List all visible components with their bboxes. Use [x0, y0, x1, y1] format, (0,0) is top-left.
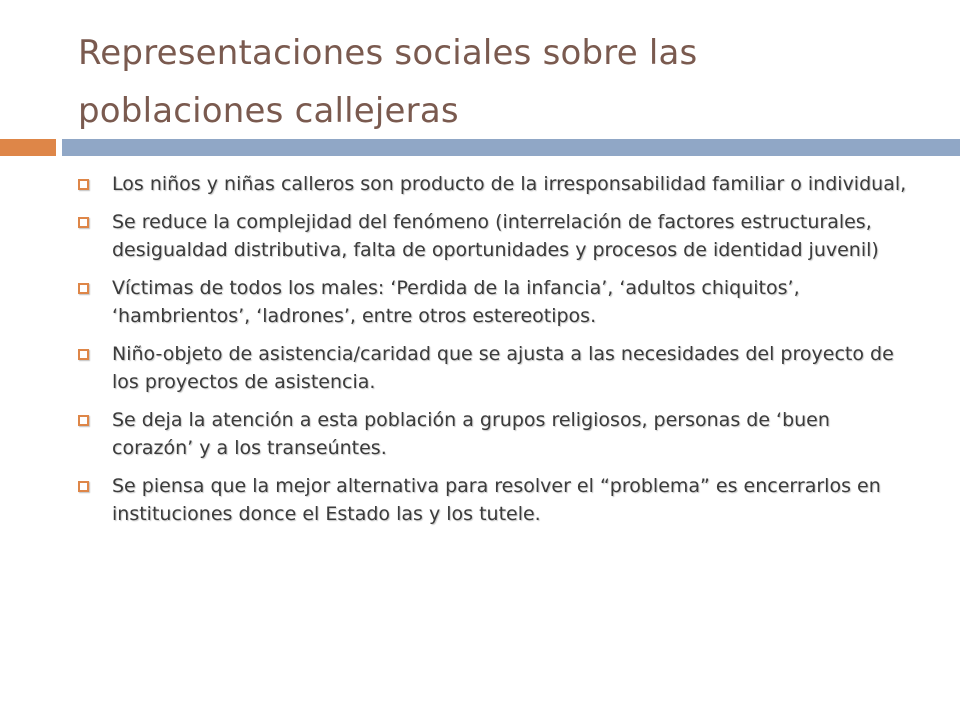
bullet-item	[78, 406, 908, 462]
bullet-item	[78, 340, 908, 396]
bullet-text: Se reduce la complejidad del fenómeno (interrelación de factores estructurales, desigualdad distributiva, falta de oportunidades y procesos de identidad juvenil)	[112, 211, 879, 261]
hollow-square-bullet-icon	[78, 283, 89, 294]
bullet-text: Los niños y niñas calleros son producto de la irresponsabilidad familiar o individual,	[112, 173, 907, 195]
bullet-item	[78, 274, 908, 330]
bullet-list	[78, 170, 908, 538]
hollow-square-bullet-icon	[78, 415, 89, 426]
hollow-square-bullet-icon	[78, 217, 89, 228]
bullet-text: Víctimas de todos los males: ‘Perdida de la infancia’, ‘adultos chiquitos’, ‘hambrientos’, ‘ladrones’, entre otros estereotipos.	[112, 277, 800, 327]
bullet-item	[78, 170, 908, 198]
bullet-item	[78, 208, 908, 264]
bullet-text: Se piensa que la mejor alternativa para resolver el “problema” es encerrarlos en instituciones donce el Estado las y los tutele.	[112, 475, 881, 525]
bullet-text: Se deja la atención a esta población a grupos religiosos, personas de ‘buen corazón’ y a los transeúntes.	[112, 409, 830, 459]
hollow-square-bullet-icon	[78, 179, 89, 190]
hollow-square-bullet-icon	[78, 481, 89, 492]
slide-title: Representaciones sociales sobre las poblaciones callejeras	[78, 33, 698, 131]
hollow-square-bullet-icon	[78, 349, 89, 360]
accent-bar-blue	[62, 139, 960, 156]
bullet-text: Niño-objeto de asistencia/caridad que se ajusta a las necesidades del proyecto de los proyectos de asistencia.	[112, 343, 894, 393]
bullet-item	[78, 472, 908, 528]
accent-bar-orange	[0, 139, 56, 156]
